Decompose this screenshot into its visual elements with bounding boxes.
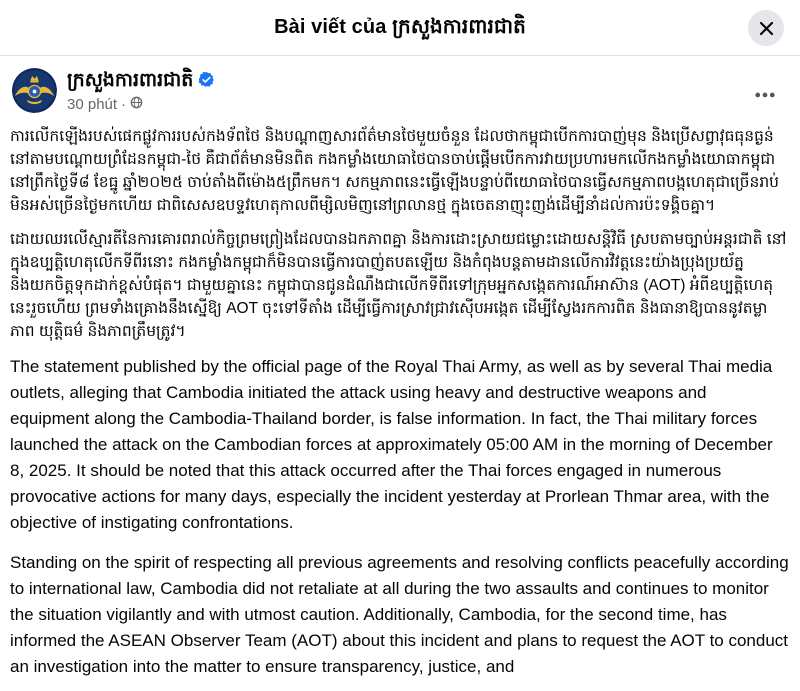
- timestamp: 30 phút: [67, 96, 118, 113]
- timestamp-line[interactable]: [67, 96, 746, 113]
- meta-separator: ·: [121, 96, 127, 113]
- verified-badge-icon: [198, 71, 215, 93]
- post-header: [0, 56, 800, 117]
- post-options-button[interactable]: [746, 76, 784, 117]
- post-paragraph-khmer-2: ដោយឈរលើស្មារតីនៃការគោរពរាល់កិច្ចព្រមព្រៀងដែលបានឯកភាពគ្នា និងការដោះស្រាយជម្លោះដោយសន្តិវិធី ស្របតាមច្បាប់អន្តរជាតិ នៅក្នុងឧប្បត្តិហេតុលើកទីពីរនោះ កងកម្លាំងកម្ពុជាក៏មិនបានធ្វើការបាញ់តបតឡើយ និងកំពុងបន្តតាមដានលើការវិវត្តនេះយ៉ាងប្រុងប្រយ័ត្ន និងយកចិត្តទុកដាក់ខ្ពស់បំផុត។ ជាមួយគ្នានេះ កម្ពុជាបានជូនដំណឹងជាលើកទីពីរទៅក្រុមអ្នកសង្កេតការណ៍អាស៊ាន (AOT) អំពីឧប្បត្តិហេតុនេះរួចហើយ ព្រមទាំងគ្រោងនឹងស្នើឱ្យ AOT ចុះទៅទីតាំង ដើម្បីធ្វើការស្រាវជ្រាវស៊ើបអង្កេត ដើម្បីស្វែងរកការពិត និងធានាឱ្យបាននូវតម្លាភាព យុត្តិធម៌ និងភាពត្រឹមត្រូវ។: [10, 231, 787, 340]
- author-line: [67, 69, 746, 93]
- modal-header: [0, 0, 800, 56]
- post-paragraph-khmer-1: ការលើកឡើងរបស់ផេកផ្លូវការរបស់កងទ័ពថៃ និងបណ្ដាញសារព័ត៌មានថៃមួយចំនួន ដែលថាកម្ពុជាបើកការបាញ់មុន និងប្រើសព្វាវុធធុនធ្ងន់នៅតាមបណ្ដោយព្រំដែនកម្ពុជា-ថៃ គឺជាព័ត៌មានមិនពិត កងកម្លាំងយោធាថៃបានចាប់ផ្ដើមបើកការវាយប្រហារមកលើកងកម្លាំងយោធាកម្ពុជា នៅព្រឹកថ្ងៃទី៨ ខែធ្នូ ឆ្នាំ២០២៥ ចាប់តាំងពីម៉ោង៥ព្រឹកមក។ សកម្មភាពនេះធ្វើឡើងបន្ទាប់ពីយោធាថៃបានធ្វើសកម្មភាពបង្កហេតុជាច្រើនរាប់មិនអស់ច្រើនថ្ងៃមកហើយ ជាពិសេសឧបទ្ទវហេតុកាលពីម្សិលមិញនៅព្រលានថ្ម ក្នុងចេតនាញុះញង់ដើម្បីនាំដល់ការប៉ះទង្គិចគ្នា។: [10, 128, 779, 214]
- ellipsis-icon: [754, 94, 776, 109]
- post: [0, 56, 800, 691]
- close-button[interactable]: [748, 10, 784, 46]
- post-paragraph-english-2: Standing on the spirit of respecting all previous agreements and resolving conflicts peacefully according to international law, Cambodia did not retaliate at all during the two assaults and continues to monitor the situation vigilantly and with utmost caution. Additionally, Cambodia, for the second time, has informed the ASEAN Observer Team (AOT) about this incident and plans to request the AOT to conduct an investigation into the matter to ensure transparency, justice, and: [10, 553, 789, 676]
- post-paragraph-english-1: The statement published by the official page of the Royal Thai Army, as well as by several Thai media outlets, alleging that Cambodia initiated the attack using heavy and destructive weapons and equipment along the Cambodia-Thailand border, is false information. In fact, the Thai military forces launched the attack on the Cambodian forces at approximately 05:00 AM in the morning of December 8, 2025. It should be noted that this attack occurred after the Thai forces engaged in numerous provocative actions for many days, especially the incident yesterday at Prorlean Thmar area, with the objective of instigating confrontations.: [10, 357, 773, 532]
- author-block: [67, 68, 746, 113]
- globe-icon: [130, 96, 143, 113]
- modal-title: Bài viết của ក្រសួងការពារជាតិ: [274, 15, 526, 38]
- ministry-of-national-defense-logo: [12, 68, 57, 113]
- close-icon: [757, 19, 776, 38]
- author-name[interactable]: ក្រសួងការពារជាតិ: [67, 70, 194, 92]
- avatar[interactable]: [12, 68, 57, 113]
- post-body: [0, 117, 800, 680]
